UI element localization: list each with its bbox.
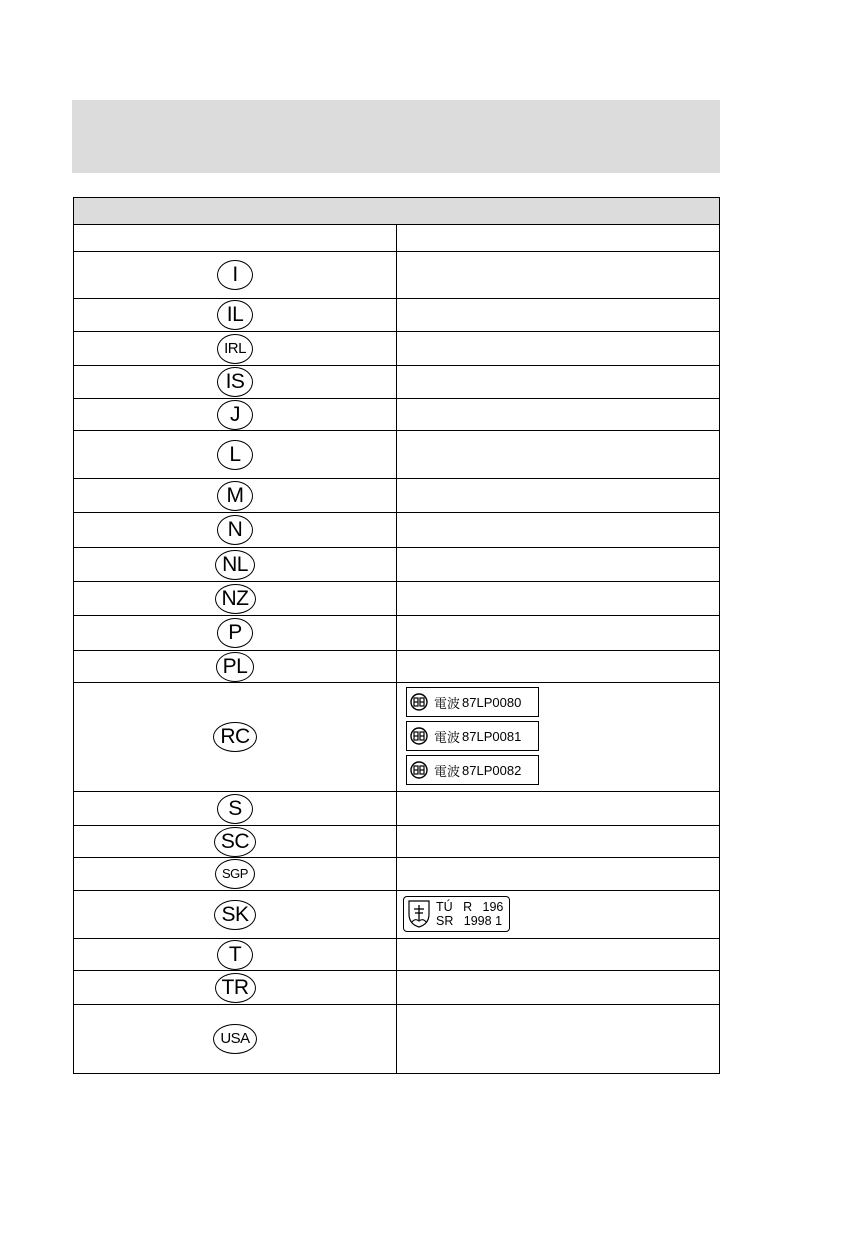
country-code-cell (74, 616, 397, 651)
country-code-cell (74, 826, 397, 858)
table-caption-row (74, 198, 720, 225)
approval-cell (397, 616, 720, 651)
radio-wave-chars: 電波 (434, 696, 461, 712)
country-code-cell (74, 479, 397, 513)
country-code-oval: PL (216, 652, 255, 682)
table-row (74, 792, 720, 826)
approval-number: 87LP0081 (462, 728, 522, 744)
table-row (74, 891, 720, 939)
table-row (74, 651, 720, 683)
table-row (74, 332, 720, 366)
country-code-oval: IRL (217, 334, 253, 364)
approval-cell (397, 683, 720, 792)
table-row (74, 616, 720, 651)
approval-cell (397, 891, 720, 939)
country-code-cell (74, 299, 397, 332)
radio-wave-chars: 電波 (434, 730, 461, 746)
sk-approval-text (436, 900, 503, 928)
approval-cell (397, 479, 720, 513)
country-code-cell (74, 1005, 397, 1074)
country-code-oval: NZ (215, 584, 256, 614)
country-code-oval: L (217, 440, 253, 470)
approval-cell (397, 826, 720, 858)
country-code-cell (74, 683, 397, 792)
approval-cell (397, 548, 720, 582)
table-row (74, 582, 720, 616)
country-code-oval: RC (213, 722, 256, 752)
table-row (74, 1005, 720, 1074)
table-row (74, 299, 720, 332)
country-code-oval: SGP (215, 859, 255, 889)
telecom-mark-icon (410, 727, 434, 745)
approval-cell (397, 858, 720, 891)
header-band (72, 100, 720, 173)
approval-number: 87LP0082 (462, 762, 522, 778)
table-row (74, 431, 720, 479)
approval-cell (397, 399, 720, 431)
sk-approval-label (403, 896, 510, 932)
country-code-oval: USA (213, 1024, 256, 1054)
country-code-oval: TR (215, 973, 256, 1003)
country-code-cell (74, 939, 397, 971)
country-code-oval: SC (214, 827, 256, 857)
approval-cell (397, 1005, 720, 1074)
approval-cell (397, 366, 720, 399)
country-code-cell (74, 651, 397, 683)
rc-approval-label (406, 687, 539, 717)
country-code-oval: P (217, 618, 253, 648)
country-code-oval: I (217, 260, 253, 290)
approval-cell (397, 431, 720, 479)
approvals-table (73, 197, 720, 1074)
country-code-oval: M (217, 481, 253, 511)
radio-wave-chars: 電波 (434, 764, 461, 780)
table-row (74, 366, 720, 399)
approval-number: 87LP0080 (462, 694, 522, 710)
country-code-oval: J (217, 400, 253, 430)
table-row (74, 548, 720, 582)
sk-approval-line2: SR 1998 1 (436, 914, 503, 928)
table-row (74, 399, 720, 431)
approval-cell (397, 651, 720, 683)
coat-of-arms-icon (408, 900, 430, 928)
country-code-cell (74, 792, 397, 826)
approval-cell (397, 252, 720, 299)
table-caption (74, 198, 720, 225)
rc-approval-label (406, 755, 539, 785)
telecom-mark-icon (410, 761, 434, 779)
country-code-cell (74, 971, 397, 1005)
country-code-cell (74, 891, 397, 939)
table-row (74, 971, 720, 1005)
country-code-oval: NL (215, 550, 255, 580)
table-row (74, 826, 720, 858)
table-body (74, 252, 720, 1074)
country-code-oval: S (217, 794, 253, 824)
table-row (74, 479, 720, 513)
country-code-cell (74, 548, 397, 582)
country-code-cell (74, 582, 397, 616)
approval-cell (397, 513, 720, 548)
table-row (74, 683, 720, 792)
approval-cell (397, 332, 720, 366)
approval-cell (397, 792, 720, 826)
sk-approval-line1: TÚ R 196 (436, 900, 504, 914)
country-code-oval: T (217, 940, 253, 970)
header-cell-country (74, 225, 397, 252)
country-code-oval: SK (214, 900, 255, 930)
table-row (74, 858, 720, 891)
table-header-row (74, 225, 720, 252)
approval-cell (397, 939, 720, 971)
table-row (74, 252, 720, 299)
country-code-oval: N (217, 515, 253, 545)
table-row (74, 513, 720, 548)
country-code-cell (74, 252, 397, 299)
table-row (74, 939, 720, 971)
rc-approval-label (406, 721, 539, 751)
country-code-cell (74, 513, 397, 548)
country-code-oval: IS (217, 367, 253, 397)
country-code-cell (74, 399, 397, 431)
country-code-cell (74, 366, 397, 399)
country-code-oval: IL (217, 300, 253, 330)
approval-cell (397, 971, 720, 1005)
approval-cell (397, 299, 720, 332)
country-code-cell (74, 332, 397, 366)
country-code-cell (74, 858, 397, 891)
approval-cell (397, 582, 720, 616)
telecom-mark-icon (410, 693, 434, 711)
country-code-cell (74, 431, 397, 479)
header-cell-approval (397, 225, 720, 252)
